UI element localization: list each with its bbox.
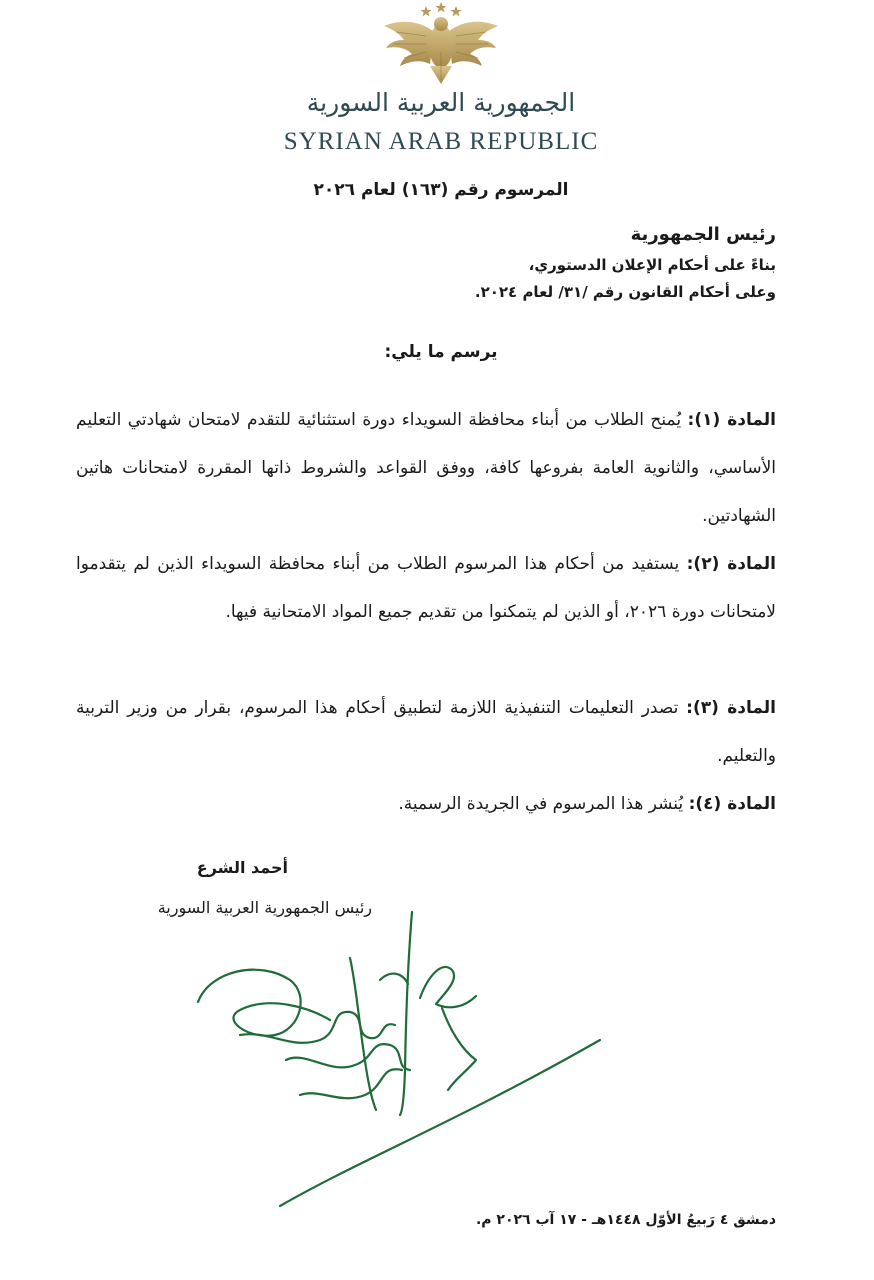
article-1 — [76, 396, 776, 540]
article-1-label: المادة (١): — [687, 410, 776, 430]
article-3 — [76, 684, 776, 780]
decrees-heading: يرسم ما يلي: — [384, 342, 498, 362]
article-2-label: المادة (٢): — [686, 554, 776, 574]
preamble-basis-constitutional: بناءً على أحكام الإعلان الدستوري، — [528, 256, 776, 274]
signer-name: أحمد الشرع — [196, 858, 288, 877]
decree-number: المرسوم رقم (١٦٣) لعام ٢٠٢٦ — [313, 180, 569, 200]
article-1-text: يُمنح الطلاب من أبناء محافظة السويداء دورة استثنائية للتقدم لامتحان شهادتي التعليم الأساسي، والثانوية العامة بفروعها كافة، ووفق القواعد والشروط ذاتها المقررة لامتحانات هاتين الشهادتين. — [76, 410, 776, 526]
article-4 — [76, 780, 776, 828]
article-3-label: المادة (٣): — [686, 698, 776, 718]
preamble-authority: رئيس الجمهورية — [630, 224, 776, 245]
article-4-text: يُنشر هذا المرسوم في الجريدة الرسمية. — [398, 794, 689, 814]
signer-title: رئيس الجمهورية العربية السورية — [157, 898, 372, 917]
article-4-label: المادة (٤): — [688, 794, 776, 814]
article-2 — [76, 540, 776, 636]
golden-eagle-emblem-icon — [382, 2, 500, 86]
country-name-english: SYRIAN ARAB REPUBLIC — [283, 128, 599, 155]
country-name-arabic: الجمهورية العربية السورية — [306, 88, 576, 117]
date-and-place: دمشق ٤ رَبيعُ الأوّل ١٤٤٨هـ - ١٧ آب ٢٠٢٦ م. — [475, 1212, 776, 1228]
article-2-text: يستفيد من أحكام هذا المرسوم الطلاب من أبناء محافظة السويداء الذين لم يتقدموا لامتحانات دورة ٢٠٢٦، أو الذين لم يتمكنوا من تقديم جميع المواد الامتحانية فيها. — [76, 554, 776, 622]
article-3-text: تصدر التعليمات التنفيذية اللازمة لتطبيق أحكام هذا المرسوم، بقرار من وزير التربية والتعليم. — [76, 698, 776, 766]
handwritten-signature — [180, 900, 620, 1210]
preamble-basis-law: وعلى أحكام القانون رقم /٣١/ لعام ٢٠٢٤. — [474, 283, 776, 301]
